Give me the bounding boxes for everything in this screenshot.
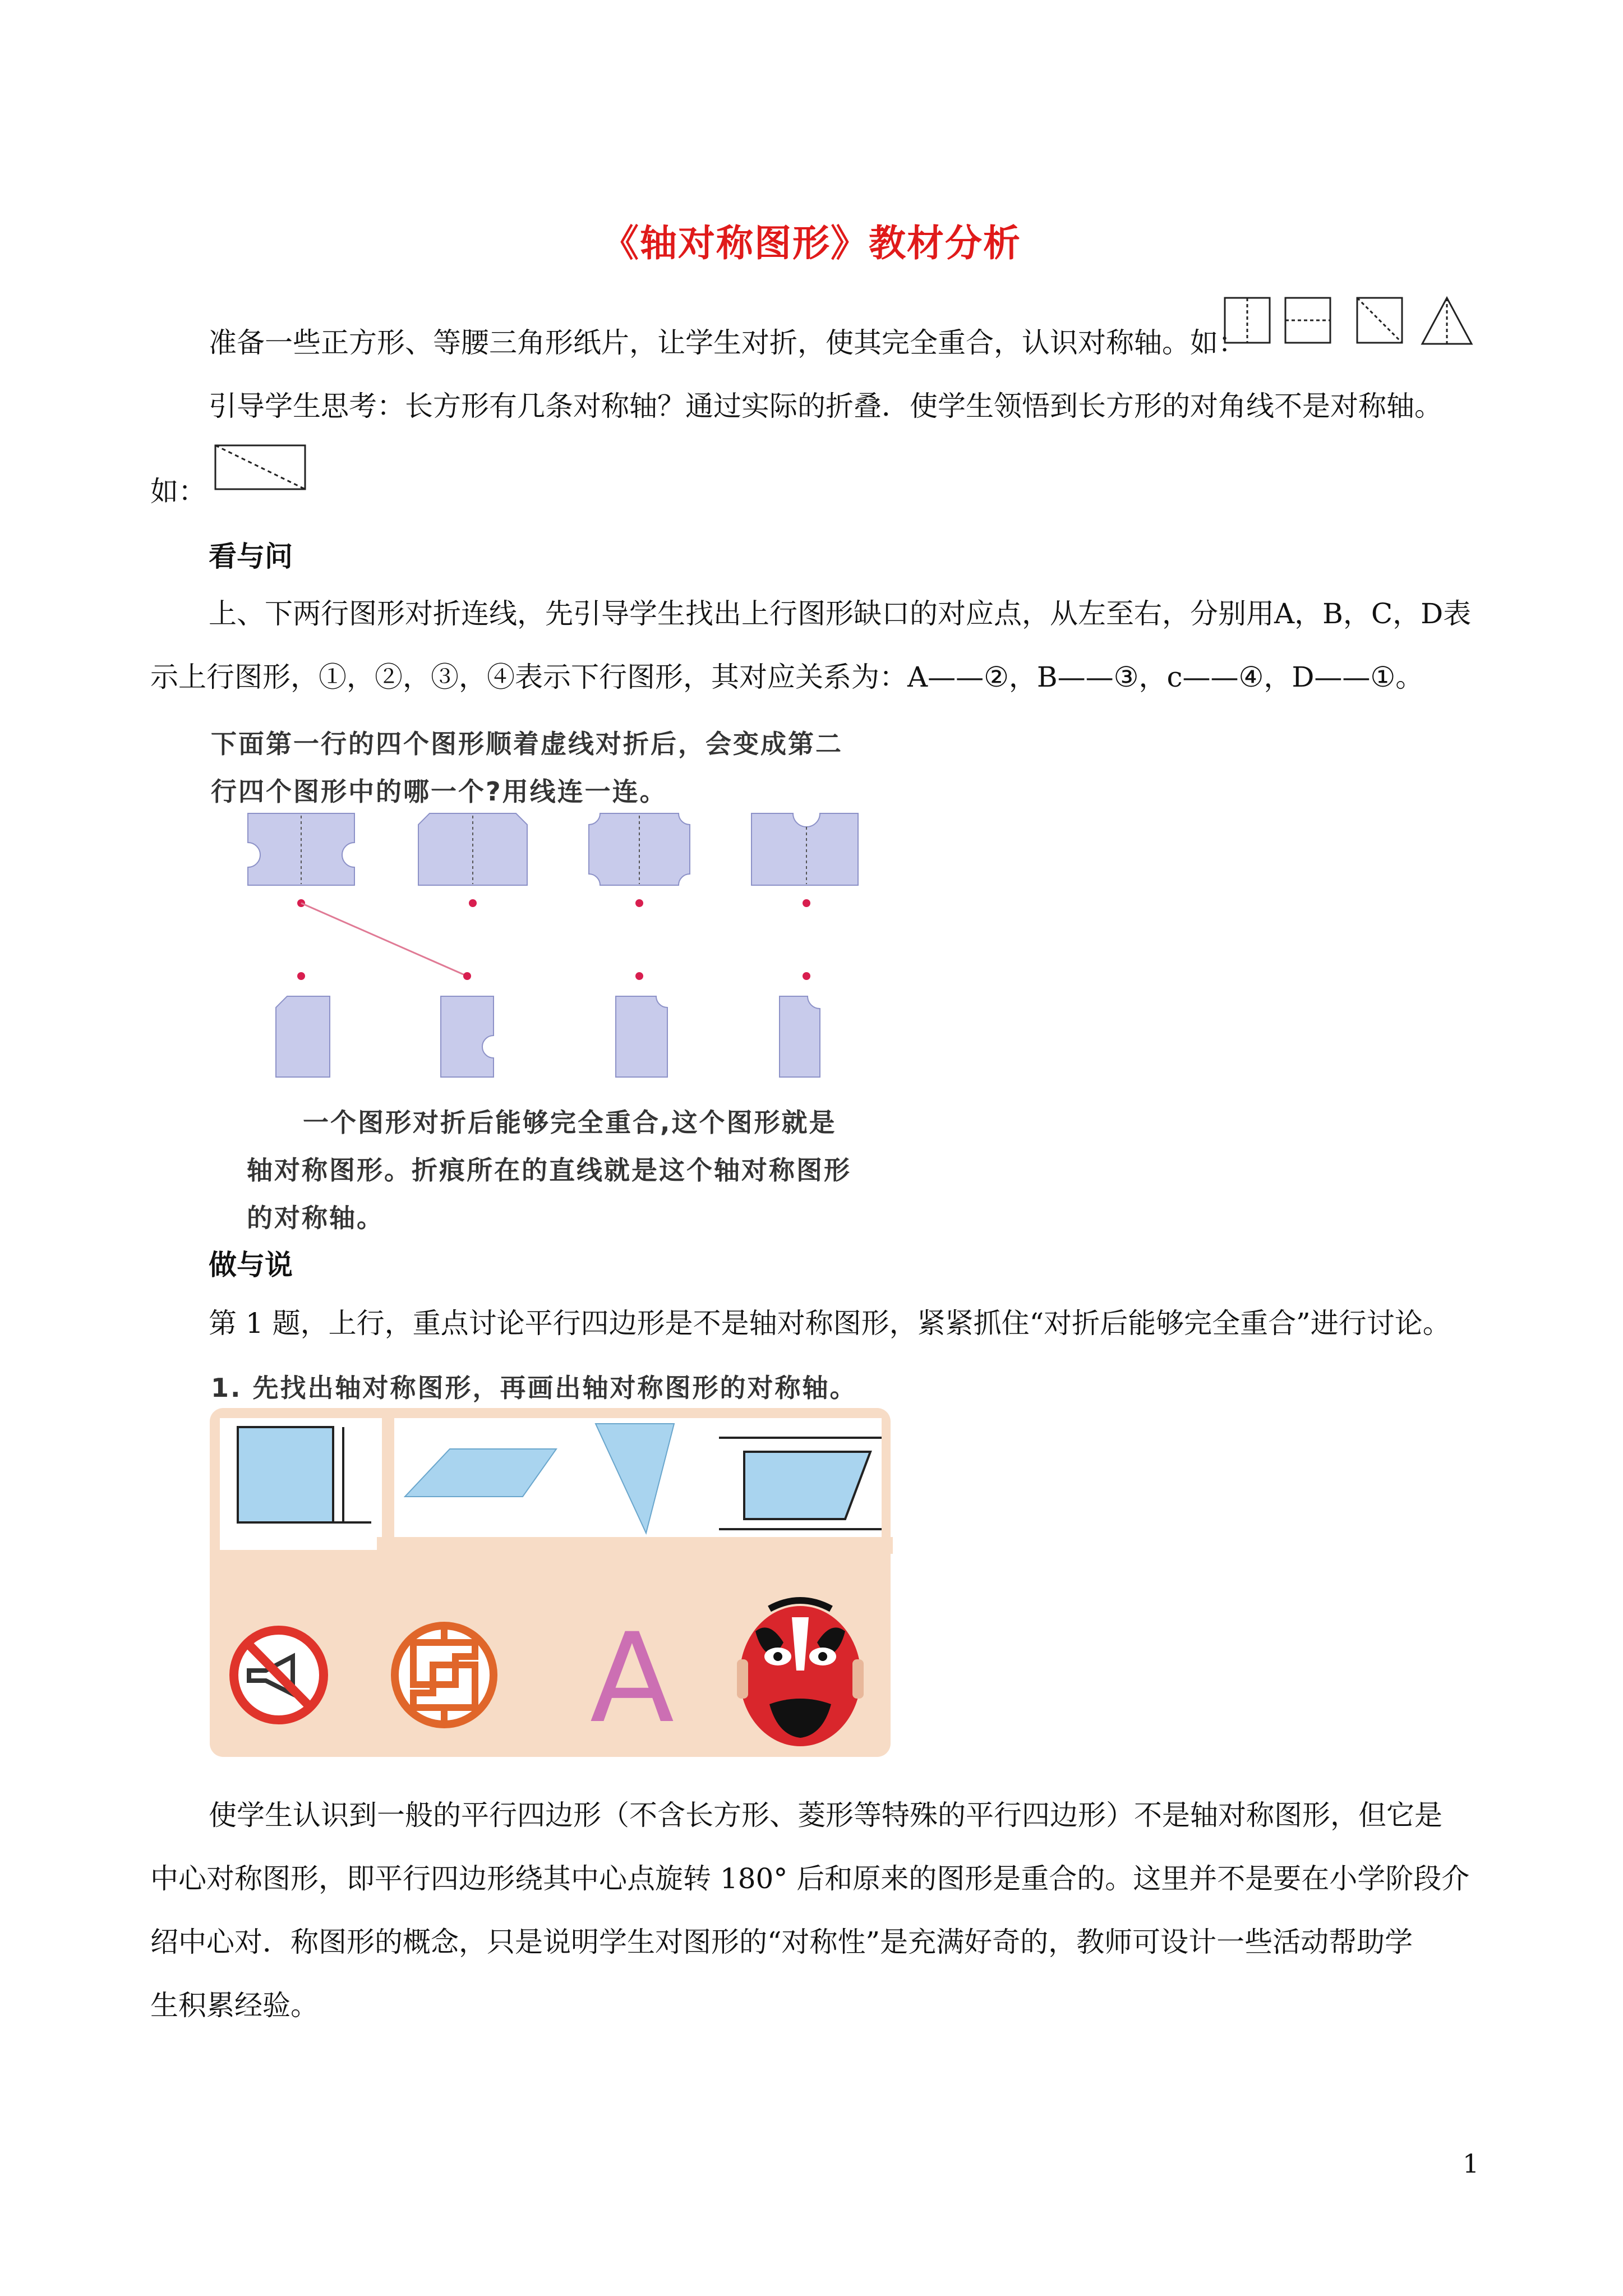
top-shape-b	[418, 813, 527, 885]
square-horizontal-fold-icon	[1285, 298, 1330, 343]
no-horn-sign-icon	[234, 1630, 324, 1720]
match-line	[301, 903, 467, 976]
section-heading-do-and-say: 做与说	[209, 1249, 293, 1281]
rectangle-diagonal-icon	[213, 443, 308, 494]
symmetry-exercise-panel	[209, 1407, 893, 1760]
letter-a-icon: A	[589, 1607, 675, 1750]
top-shape-a	[248, 813, 354, 885]
figure2-caption: 1. 先找出轴对称图形，再画出轴对称图形的对称轴。	[211, 1373, 857, 1403]
closing-line-1: 使学生认识到一般的平行四边形（不含长方形、菱形等特殊的平行四边形）不是轴对称图形，但它是	[209, 1799, 1442, 1832]
intro-line-2: 引导学生思考：长方形有几条对称轴？通过实际的折叠．使学生领悟到长方形的对角线不是对称轴。	[209, 390, 1442, 422]
square-diagonal-fold-icon	[1357, 298, 1402, 343]
bottom-shape-3	[616, 996, 667, 1077]
figure1-caption-line-1: 下面第一行的四个图形顺着虚线对折后，会变成第二	[211, 729, 843, 759]
document-title: 《轴对称图形》教材分析	[602, 222, 1021, 265]
square-vertical-fold-icon	[1225, 298, 1270, 343]
bottom-shape-2	[441, 996, 494, 1077]
closing-line-2: 中心对称图形，即平行四边形绕其中心点旋转 180° 后和原来的图形是重合的。这里并不是要在小学阶段介	[150, 1862, 1470, 1895]
bottom-dot-3[interactable]	[635, 972, 643, 980]
section1-line-1: 上、下两行图形对折连线，先引导学生找出上行图形缺口的对应点，从左至右，分别用A，B，C，D表	[209, 597, 1472, 630]
intro-line-3: 如：	[150, 475, 206, 508]
triangle-fold-icon	[1422, 298, 1472, 344]
section2-line-1: 第 1 题，上行，重点讨论平行四边形是不是轴对称图形，紧紧抓住“对折后能够完全重合”进行讨论。	[209, 1307, 1451, 1340]
top-dot-c[interactable]	[635, 899, 643, 907]
fold-matching-figure	[241, 808, 892, 1099]
bottom-dot-4[interactable]	[803, 972, 810, 980]
top-dot-d[interactable]	[803, 899, 810, 907]
section-heading-look-and-ask: 看与问	[209, 540, 293, 573]
section1-line-2: 示上行图形，①，②，③，④表示下行图形，其对应关系为：A——②，B——③，c——④，D——①。	[150, 661, 1424, 693]
definition-line-3: 的对称轴。	[247, 1203, 384, 1233]
closing-line-3: 绍中心对．称图形的概念，只是说明学生对图形的“对称性”是充满好奇的，教师可设计一些活动帮助学	[150, 1926, 1413, 1958]
definition-line-2: 轴对称图形。折痕所在的直线就是这个轴对称图形	[247, 1155, 851, 1185]
top-dot-b[interactable]	[469, 899, 477, 907]
figure1-caption-line-2: 行四个图形中的哪一个?用线连一连。	[211, 776, 667, 807]
top-shape-c	[589, 813, 690, 885]
intro-line-1: 准备一些正方形、等腰三角形纸片，让学生对折，使其完全重合，认识对称轴。如：	[209, 326, 1246, 359]
fold-shapes-figure	[1223, 295, 1481, 351]
page-number: 1	[1463, 2148, 1479, 2179]
bottom-dot-1[interactable]	[297, 972, 305, 980]
bank-logo-icon	[395, 1626, 494, 1724]
bottom-dot-2[interactable]	[463, 972, 471, 980]
bottom-shape-4	[780, 996, 820, 1077]
closing-line-4: 生积累经验。	[150, 1989, 319, 2022]
bottom-shape-1	[276, 996, 330, 1077]
top-shape-d	[751, 813, 858, 885]
definition-line-1: 一个图形对折后能够完全重合,这个图形就是	[303, 1107, 837, 1138]
